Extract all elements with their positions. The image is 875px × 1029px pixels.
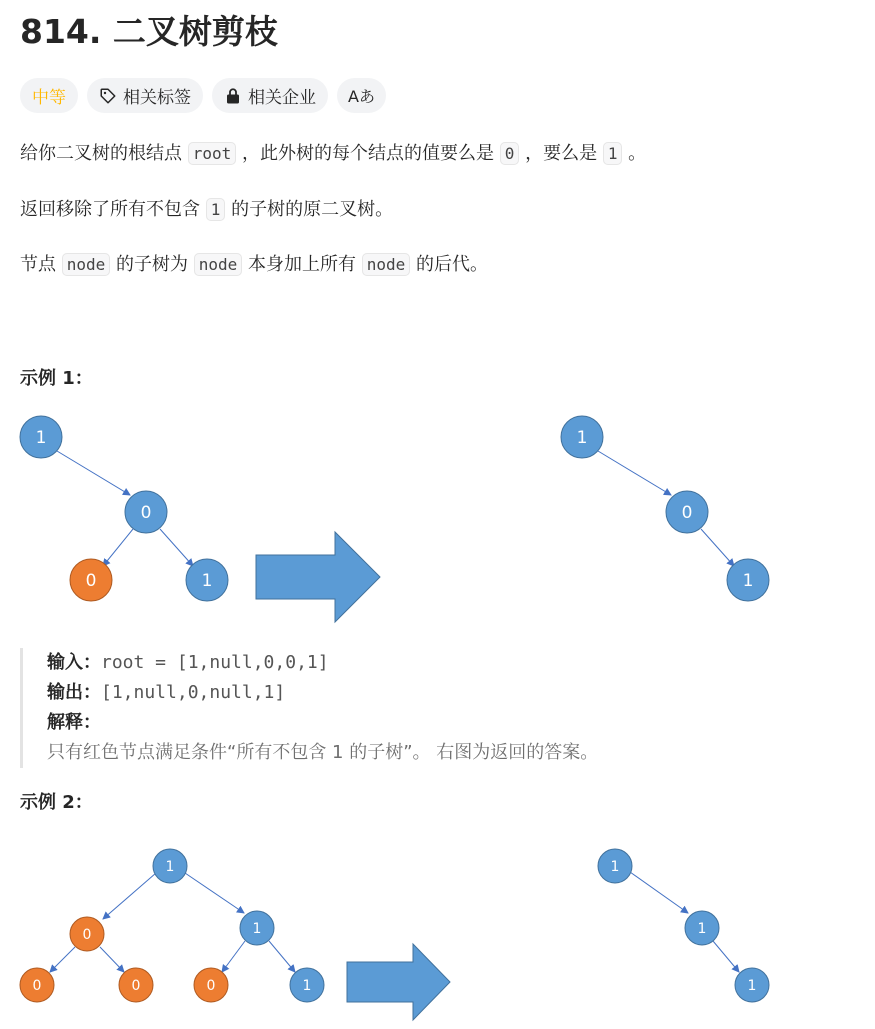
tree-edge (160, 529, 193, 566)
tree-node (240, 911, 274, 945)
tree-node-pruned (194, 968, 228, 1002)
problem-title: 814. 二叉树剪枝 (20, 12, 278, 51)
example-1-input-line: 输入：root = [1,null,0,0,1] (47, 652, 329, 673)
tag-icon (99, 87, 117, 105)
right-arrow-icon (256, 532, 380, 622)
svg-text:0: 0 (206, 978, 216, 994)
tree-edge (222, 941, 245, 972)
tree-node-pruned (70, 917, 104, 951)
inline-code: 1 (603, 142, 623, 165)
tree-edge (57, 451, 130, 495)
svg-text:1: 1 (742, 571, 754, 591)
tree-edge (598, 451, 671, 495)
inline-code: node (362, 253, 411, 276)
tree-node (561, 416, 603, 458)
svg-text:1: 1 (697, 921, 707, 937)
tree-edge (269, 941, 295, 972)
svg-text:1: 1 (165, 859, 175, 875)
difficulty-badge[interactable]: 中等 (20, 78, 78, 113)
translate-button[interactable] (337, 78, 386, 113)
inline-code: 1 (206, 198, 226, 221)
tree-edge (50, 947, 75, 972)
svg-text:0: 0 (681, 503, 693, 523)
related-tags-label: 相关标签 (123, 88, 191, 108)
example-1-output-line: 输出：[1,null,0,null,1] (47, 682, 286, 703)
svg-text:0: 0 (32, 978, 42, 994)
tree-node (20, 416, 62, 458)
inline-code: root (188, 142, 237, 165)
tree-node (666, 491, 708, 533)
example-1-explanation (20, 648, 720, 768)
lock-icon (224, 87, 242, 105)
related-companies-label: 相关企业 (248, 88, 316, 108)
tree-edge (713, 941, 739, 972)
example-1-diagram (0, 405, 875, 630)
tree-edge (185, 873, 244, 913)
tree-node (685, 911, 719, 945)
tree-node (735, 968, 769, 1002)
tree-node (598, 849, 632, 883)
tree-node-pruned (70, 559, 112, 601)
svg-text:1: 1 (201, 571, 213, 591)
inline-code: node (62, 253, 111, 276)
tree-node (125, 491, 167, 533)
description-paragraph-3: 节点 node 的子树为 node 本身加上所有 node 的后代。 (20, 254, 488, 275)
translate-icon: Aあ (348, 87, 375, 106)
tree-edge (103, 873, 156, 919)
example-2-diagram (0, 840, 875, 1029)
svg-text:0: 0 (82, 927, 92, 943)
svg-text:0: 0 (85, 571, 97, 591)
inline-code: node (194, 253, 243, 276)
inline-code: 0 (500, 142, 520, 165)
svg-text:0: 0 (131, 978, 141, 994)
tree-edge (630, 872, 688, 913)
description-paragraph-2: 返回移除了所有不包含 1 的子树的原二叉树。 (20, 199, 394, 220)
right-arrow-icon (347, 944, 450, 1020)
tree-edge (103, 529, 133, 566)
example-2-title: 示例 2： (20, 792, 93, 813)
svg-text:1: 1 (302, 978, 312, 994)
tag-bar (20, 78, 386, 113)
related-tags-button[interactable] (87, 78, 203, 113)
tree-edge (701, 529, 734, 566)
tree-node (153, 849, 187, 883)
example-1-explain-text: 只有红色节点满足条件“所有不包含 1 的子树”。 右图为返回的答案。 (47, 742, 599, 763)
tree-node-pruned (20, 968, 54, 1002)
tree-edge (100, 947, 124, 972)
example-1-title: 示例 1： (20, 368, 93, 389)
svg-text:0: 0 (140, 503, 152, 523)
tree-node (290, 968, 324, 1002)
tree-node-pruned (119, 968, 153, 1002)
related-companies-button[interactable] (212, 78, 328, 113)
tree-node (727, 559, 769, 601)
svg-text:1: 1 (610, 859, 620, 875)
tree-node (186, 559, 228, 601)
description-paragraph-1: 给你二叉树的根结点 root ，此外树的每个结点的值要么是 0 ，要么是 1 。 (20, 143, 647, 164)
svg-text:1: 1 (747, 978, 757, 994)
example-1-explain-label: 解释： (47, 712, 101, 733)
svg-text:1: 1 (576, 428, 588, 448)
svg-text:1: 1 (252, 921, 262, 937)
svg-text:1: 1 (35, 428, 47, 448)
